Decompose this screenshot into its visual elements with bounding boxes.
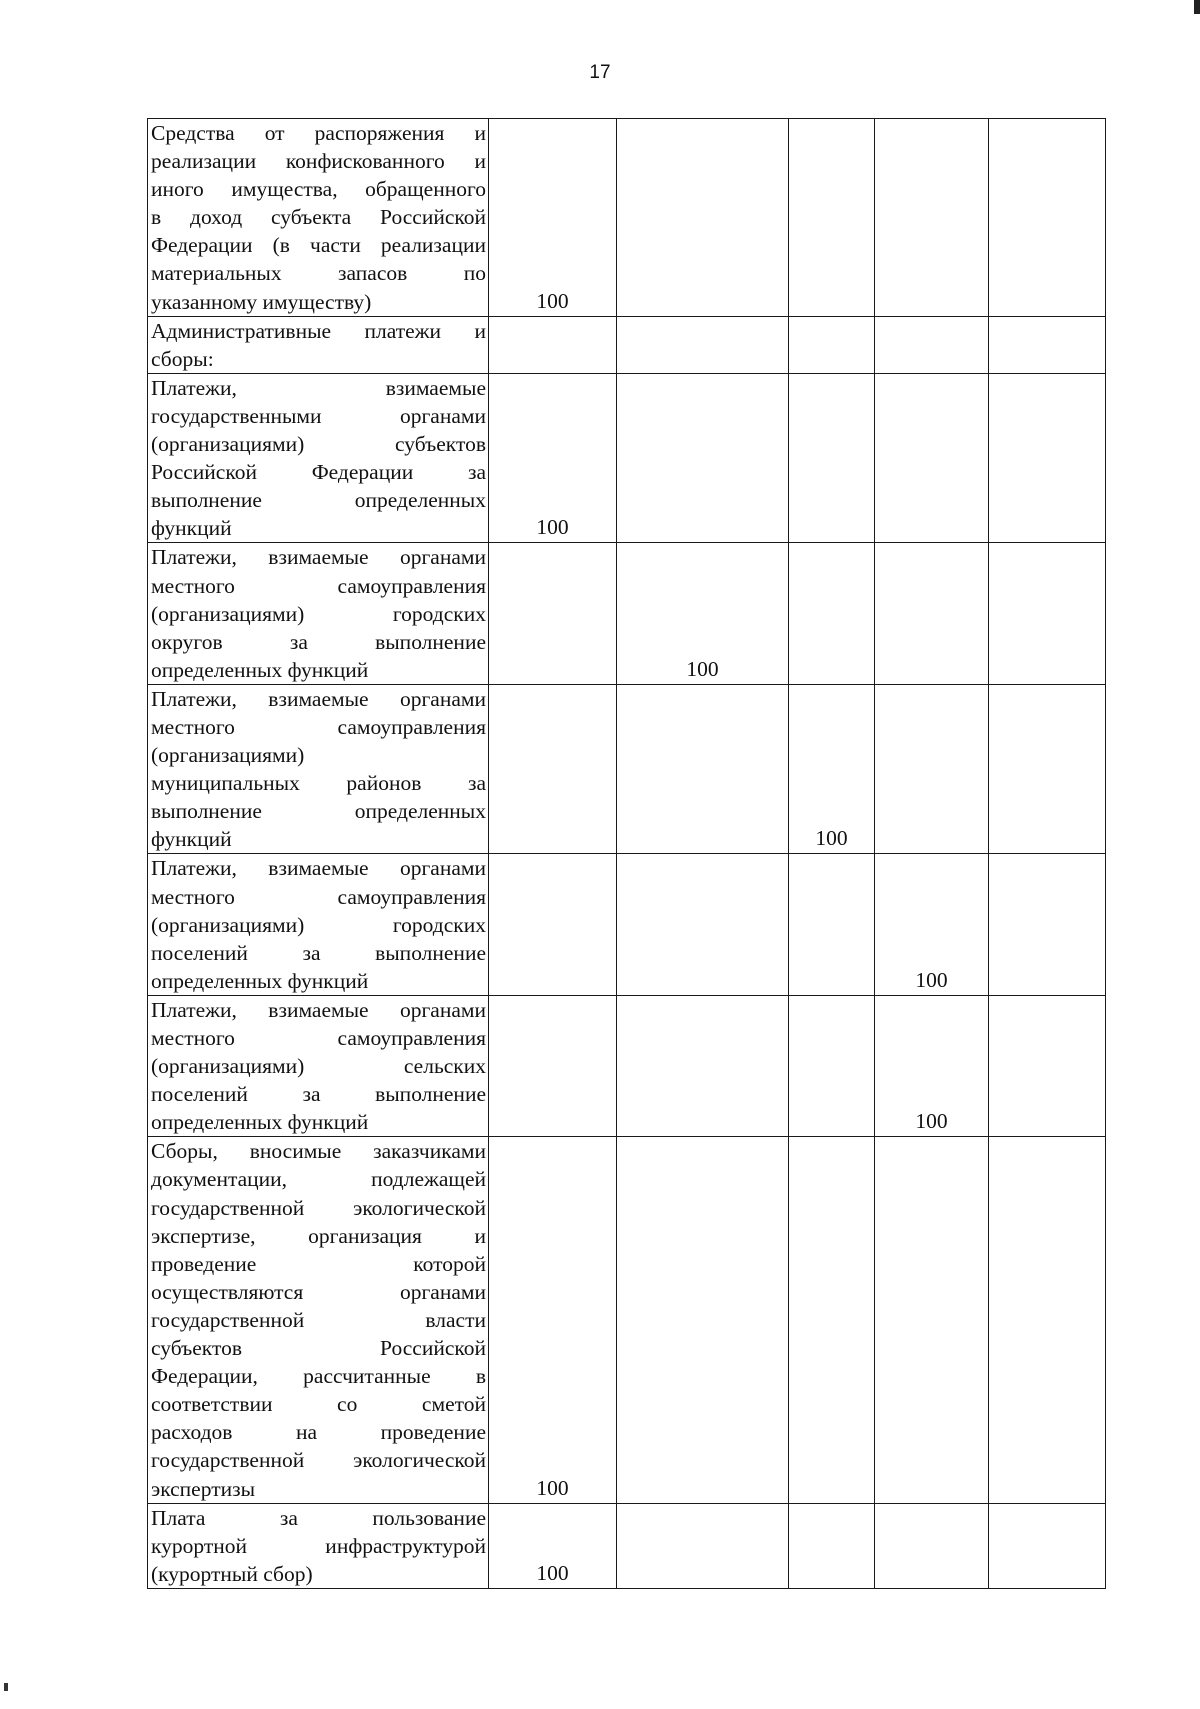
description-line: (организациями) городских bbox=[151, 601, 486, 626]
row-description bbox=[148, 684, 489, 854]
value-cell-col-4: 100 bbox=[875, 995, 989, 1136]
value-cell-col-1: 100 bbox=[489, 1137, 617, 1503]
value-cell-col-3 bbox=[789, 543, 875, 684]
value-cell-col-4 bbox=[875, 119, 989, 317]
description-line: Федерации, рассчитанные в bbox=[151, 1364, 486, 1389]
value-cell-col-2 bbox=[617, 1137, 789, 1503]
value-cell-col-2 bbox=[617, 995, 789, 1136]
description-line: Платежи, взимаемые органами bbox=[151, 856, 486, 881]
description-line: Сборы, вносимые заказчиками bbox=[151, 1139, 486, 1164]
table-row bbox=[148, 995, 1106, 1136]
value-cell-col-1: 100 bbox=[489, 1503, 617, 1588]
description-line: расходов на проведение bbox=[151, 1420, 486, 1445]
row-description bbox=[148, 543, 489, 684]
description-line: местного самоуправления bbox=[151, 714, 486, 739]
description-line: осуществляются органами bbox=[151, 1279, 486, 1304]
table-row bbox=[148, 373, 1106, 543]
row-description bbox=[148, 995, 489, 1136]
description-line: соответствии со сметой bbox=[151, 1392, 486, 1417]
value-cell-col-4 bbox=[875, 316, 989, 373]
page-number: 17 bbox=[589, 62, 611, 83]
value-cell-col-3: 100 bbox=[789, 684, 875, 854]
description-line: экспертизе, организация и bbox=[151, 1223, 486, 1248]
scan-edge-mark bbox=[1194, 0, 1200, 14]
description-line: (организациями) bbox=[151, 743, 305, 768]
description-line: поселений за выполнение bbox=[151, 940, 486, 965]
value-cell-col-2 bbox=[617, 316, 789, 373]
value-cell-col-4 bbox=[875, 1503, 989, 1588]
description-line: определенных функций bbox=[151, 657, 369, 682]
description-line: курортной инфраструктурой bbox=[151, 1533, 486, 1558]
description-line: в доход субъекта Российской bbox=[151, 205, 486, 230]
description-line: Федерации (в части реализации bbox=[151, 233, 486, 258]
description-line: Платежи, взимаемые органами bbox=[151, 997, 486, 1022]
value-cell-col-1 bbox=[489, 316, 617, 373]
row-description bbox=[148, 1503, 489, 1588]
value-cell-col-4: 100 bbox=[875, 854, 989, 995]
table-row bbox=[148, 119, 1106, 317]
description-line: функций bbox=[151, 516, 232, 541]
row-description bbox=[148, 854, 489, 995]
value-cell-col-1: 100 bbox=[489, 373, 617, 543]
description-line: сборы: bbox=[151, 346, 214, 371]
row-description bbox=[148, 316, 489, 373]
table-row bbox=[148, 1503, 1106, 1588]
description-line: материальных запасов по bbox=[151, 261, 486, 286]
description-line: Платежи, взимаемые органами bbox=[151, 686, 486, 711]
description-line: (организациями) сельских bbox=[151, 1054, 486, 1079]
table-row bbox=[148, 684, 1106, 854]
value-cell-col-2 bbox=[617, 1503, 789, 1588]
value-cell-col-3 bbox=[789, 119, 875, 317]
value-cell-col-2 bbox=[617, 854, 789, 995]
description-line: выполнение определенных bbox=[151, 488, 486, 513]
description-line: проведение которой bbox=[151, 1251, 486, 1276]
row-description bbox=[148, 1137, 489, 1503]
row-description bbox=[148, 373, 489, 543]
value-cell-col-3 bbox=[789, 1503, 875, 1588]
value-cell-col-5 bbox=[989, 119, 1106, 317]
value-cell-col-1 bbox=[489, 543, 617, 684]
table-row bbox=[148, 1137, 1106, 1503]
table-body bbox=[148, 119, 1106, 1589]
description-line: функций bbox=[151, 827, 232, 852]
value-cell-col-1 bbox=[489, 995, 617, 1136]
description-line: (организациями) субъектов bbox=[151, 432, 486, 457]
row-description bbox=[148, 119, 489, 317]
description-line: Платежи, взимаемые bbox=[151, 375, 486, 400]
description-line: определенных функций bbox=[151, 968, 369, 993]
value-cell-col-5 bbox=[989, 1137, 1106, 1503]
value-cell-col-5 bbox=[989, 316, 1106, 373]
description-line: поселений за выполнение bbox=[151, 1082, 486, 1107]
description-line: государственной экологической bbox=[151, 1195, 486, 1220]
value-cell-col-2 bbox=[617, 684, 789, 854]
value-cell-col-5 bbox=[989, 373, 1106, 543]
description-line: выполнение определенных bbox=[151, 799, 486, 824]
value-cell-col-5 bbox=[989, 1503, 1106, 1588]
description-line: Средства от распоряжения и bbox=[151, 121, 486, 145]
value-cell-col-3 bbox=[789, 854, 875, 995]
description-line: муниципальных районов за bbox=[151, 771, 486, 796]
description-line: местного самоуправления bbox=[151, 884, 486, 909]
description-line: субъектов Российской bbox=[151, 1336, 486, 1361]
budget-revenue-table bbox=[147, 118, 1106, 1589]
description-line: иного имущества, обращенного bbox=[151, 177, 486, 202]
value-cell-col-5 bbox=[989, 995, 1106, 1136]
value-cell-col-2: 100 bbox=[617, 543, 789, 684]
description-line: (организациями) городских bbox=[151, 912, 486, 937]
value-cell-col-4 bbox=[875, 543, 989, 684]
value-cell-col-1: 100 bbox=[489, 119, 617, 317]
table-row bbox=[148, 543, 1106, 684]
description-line: (курортный сбор) bbox=[151, 1561, 313, 1586]
value-cell-col-1 bbox=[489, 684, 617, 854]
description-line: Плата за пользование bbox=[151, 1505, 486, 1530]
description-line: определенных функций bbox=[151, 1110, 369, 1135]
description-line: государственными органами bbox=[151, 403, 486, 428]
description-line: документации, подлежащей bbox=[151, 1167, 486, 1192]
value-cell-col-2 bbox=[617, 119, 789, 317]
description-line: местного самоуправления bbox=[151, 1026, 486, 1050]
value-cell-col-3 bbox=[789, 1137, 875, 1503]
description-line: реализации конфискованного и bbox=[151, 149, 486, 174]
value-cell-col-3 bbox=[789, 316, 875, 373]
description-line: государственной власти bbox=[151, 1307, 486, 1332]
value-cell-col-4 bbox=[875, 373, 989, 543]
value-cell-col-5 bbox=[989, 684, 1106, 854]
value-cell-col-4 bbox=[875, 684, 989, 854]
description-line: Административные платежи и bbox=[151, 318, 486, 343]
value-cell-col-3 bbox=[789, 373, 875, 543]
value-cell-col-5 bbox=[989, 854, 1106, 995]
scan-edge-dot bbox=[4, 1683, 8, 1691]
table-row bbox=[148, 316, 1106, 373]
description-line: Платежи, взимаемые органами bbox=[151, 545, 486, 570]
value-cell-col-4 bbox=[875, 1137, 989, 1503]
value-cell-col-1 bbox=[489, 854, 617, 995]
description-line: Российской Федерации за bbox=[151, 460, 486, 485]
description-line: местного самоуправления bbox=[151, 573, 486, 598]
description-line: округов за выполнение bbox=[151, 629, 486, 654]
description-line: указанному имуществу) bbox=[151, 289, 372, 314]
value-cell-col-5 bbox=[989, 543, 1106, 684]
table-row bbox=[148, 854, 1106, 995]
description-line: экспертизы bbox=[151, 1476, 256, 1501]
description-line: государственной экологической bbox=[151, 1448, 486, 1473]
value-cell-col-3 bbox=[789, 995, 875, 1136]
value-cell-col-2 bbox=[617, 373, 789, 543]
